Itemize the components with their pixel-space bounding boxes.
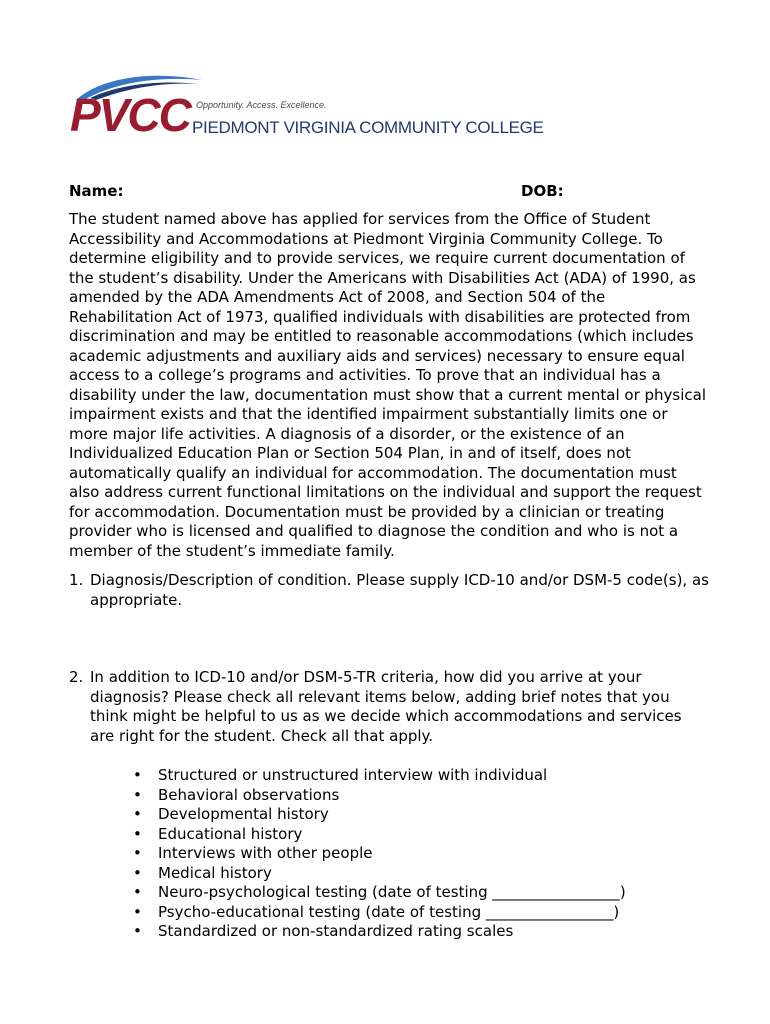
- list-item: [133, 903, 626, 923]
- list-item-label: Structured or unstructured interview with individual: [158, 766, 548, 784]
- list-item: [133, 883, 626, 903]
- list-item-label: Behavioral observations: [158, 785, 340, 804]
- college-logo: [70, 70, 544, 141]
- list-item-label: Educational history: [158, 824, 303, 843]
- list-item: [133, 844, 626, 864]
- logo-tagline: Opportunity. Access. Excellence.: [196, 100, 327, 110]
- diagnosis-method-checklist: [133, 766, 626, 942]
- student-info-row: [69, 181, 629, 201]
- question-2: [69, 668, 709, 746]
- bullet-icon: •: [133, 844, 142, 862]
- list-item: [133, 922, 626, 942]
- list-item-label: Developmental history: [158, 805, 329, 823]
- dob-label: DOB:: [521, 182, 564, 200]
- bullet-icon: •: [133, 785, 142, 804]
- bullet-icon: •: [133, 902, 142, 921]
- bullet-icon: •: [133, 883, 142, 901]
- list-item: [133, 864, 626, 884]
- list-item: [133, 805, 626, 825]
- list-item: [133, 825, 626, 845]
- list-item-label: Psycho-educational testing (date of testing _________________): [158, 902, 620, 921]
- question-text: In addition to ICD-10 and/or DSM-5-TR criteria, how did you arrive at your diagnosis? Please check all relevant items below, adding brief notes that you think might be helpful to us as we decide which accommodations and services are right for the student. Check all that apply.: [90, 668, 682, 745]
- bullet-icon: •: [133, 863, 142, 882]
- question-number: 2.: [69, 668, 84, 686]
- question-1: [69, 571, 709, 610]
- name-label: Name:: [69, 182, 124, 200]
- list-item: [133, 786, 626, 806]
- list-item-label: Interviews with other people: [158, 844, 373, 862]
- question-text: Diagnosis/Description of condition. Please supply ICD-10 and/or DSM-5 code(s), as appropriate.: [90, 571, 709, 609]
- list-item-label: Neuro-psychological testing (date of testing _________________): [158, 883, 626, 901]
- list-item-label: Standardized or non-standardized rating scales: [158, 922, 514, 940]
- bullet-icon: •: [133, 824, 142, 843]
- list-item-label: Medical history: [158, 863, 272, 882]
- bullet-icon: •: [133, 805, 142, 823]
- logo-college-name: PIEDMONT VIRGINIA COMMUNITY COLLEGE: [192, 118, 544, 137]
- bullet-icon: •: [133, 766, 142, 784]
- logo-acronym: PVCC: [70, 89, 190, 141]
- question-number: 1.: [69, 571, 84, 589]
- intro-paragraph: The student named above has applied for services from the Office of Student Accessibility and Accommodations at Piedmont Virginia Community College. To determine eligibility and to provide services, we require current documentation of the student’s disability. Under the Americans with Disabilities Act (ADA) of 1990, as amended by the ADA Amendments Act of 2008, and Section 504 of the Rehabilitation Act of 1973, qualified individuals with disabilities are protected from discrimination and may be entitled to reasonable accommodations (which includes academic adjustments and auxiliary aids and services) necessary to ensure equal access to a college’s programs and activities. To prove that an individual has a disability under the law, documentation must show that a current mental or physical impairment exists and that the identified impairment substantially limits one or more major life activities. A diagnosis of a disorder, or the existence of an Individualized Education Plan or Section 504 Plan, in and of itself, does not automatically qualify an individual for accommodation. The documentation must also address current functional limitations on the individual and support the request for accommodation. Documentation must be provided by a clinician or treating provider who is licensed and qualified to diagnose the condition and who is not a member of the student’s immediate family.: [69, 210, 707, 560]
- bullet-icon: •: [133, 922, 142, 940]
- list-item: [133, 766, 626, 786]
